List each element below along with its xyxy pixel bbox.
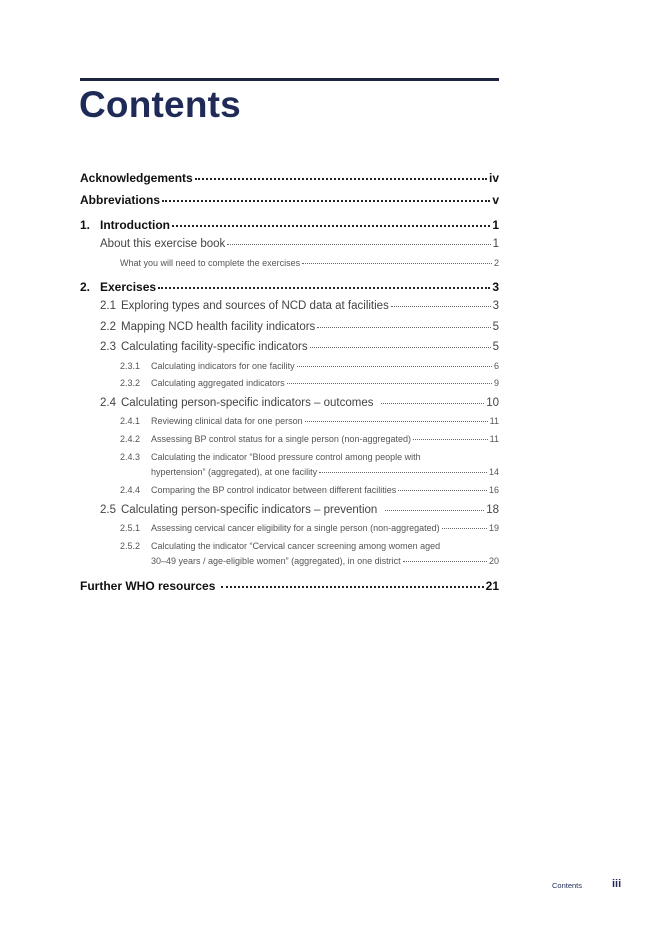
dot-leader [319, 472, 487, 473]
toc-page: 14 [488, 467, 499, 477]
toc-page: 3 [492, 280, 499, 294]
dot-leader [413, 439, 488, 440]
toc-number: 2.4.1 [120, 416, 141, 426]
toc-label: Further WHO resources [80, 579, 216, 593]
title-rule [80, 78, 499, 81]
toc-entry-2-1[interactable] [100, 300, 499, 312]
toc-number: 2.5 [100, 504, 116, 516]
toc-page: 19 [488, 523, 499, 533]
toc-label: What you will need to complete the exercises [120, 258, 301, 268]
toc-number: 2.4 [100, 397, 116, 409]
toc-page: 10 [486, 397, 499, 409]
dot-leader [302, 263, 492, 264]
page-title: Contents [79, 84, 241, 125]
toc-label: Introduction [100, 218, 170, 232]
toc-label: Acknowledgements [80, 171, 193, 185]
toc-number: 2.1 [100, 300, 116, 312]
toc-label: Comparing the BP control indicator between different facilities [151, 485, 397, 495]
toc-page: 1 [492, 238, 499, 250]
toc-page: 21 [485, 579, 499, 593]
dot-leader [385, 510, 484, 511]
toc-number: 2.3.2 [120, 378, 141, 388]
dot-leader [297, 366, 492, 367]
toc-page: 20 [488, 556, 499, 566]
toc-page: 2 [493, 258, 499, 268]
toc-entry-introduction[interactable] [80, 218, 499, 232]
toc-page: 18 [486, 504, 499, 516]
toc-entry-2-5-2-cont[interactable] [151, 556, 499, 566]
toc-page: 16 [488, 485, 499, 495]
toc-entry-about[interactable] [100, 238, 499, 250]
toc-number: 2.5.2 [120, 541, 141, 551]
toc-entry-abbreviations[interactable] [80, 193, 499, 207]
toc-page: 5 [492, 341, 499, 353]
toc-number: 2.4.2 [120, 434, 141, 444]
dot-leader [172, 225, 490, 227]
toc-number: 2.3 [100, 341, 116, 353]
toc-page: v [492, 193, 499, 207]
dot-leader [158, 287, 490, 289]
toc-label: Exploring types and sources of NCD data at facilities [121, 300, 389, 312]
toc-entry-2-4-3-cont[interactable] [151, 467, 499, 477]
toc-page: 5 [492, 321, 499, 333]
toc-page: 3 [492, 300, 499, 312]
toc-number: 2.4.3 [120, 452, 141, 462]
dot-leader [227, 244, 490, 245]
dot-leader [381, 403, 484, 404]
toc-label: Calculating aggregated indicators [151, 378, 285, 388]
toc-entry-2-4[interactable] [100, 397, 499, 409]
toc-label: Calculating person-specific indicators – outcomes [121, 397, 374, 409]
toc-entry-2-4-4[interactable] [120, 485, 499, 495]
toc-entry-2-5-1[interactable] [120, 523, 499, 533]
dot-leader [398, 490, 487, 491]
toc-page: 9 [493, 378, 499, 388]
toc-page: 1 [492, 218, 499, 232]
toc-entry-2-5[interactable] [100, 504, 499, 516]
toc-number: 2.4.4 [120, 485, 141, 495]
dot-leader [317, 327, 490, 328]
toc-number: 2. [80, 280, 91, 294]
footer-section-label: Contents [552, 881, 583, 890]
toc-entry-2-2[interactable] [100, 321, 499, 333]
toc-label: Assessing BP control status for a single person (non-aggregated) [151, 434, 411, 444]
toc-number: 2.3.1 [120, 361, 141, 371]
toc-label-line2: 30–49 years / age-eligible women” (aggregated), in one district [151, 556, 401, 566]
toc-page: 11 [489, 416, 499, 426]
toc-label: Assessing cervical cancer eligibility for a single person (non-aggregated) [151, 523, 440, 533]
toc-label-line1: Calculating the indicator “Cervical cancer screening among women aged [151, 541, 441, 551]
toc-number: 2.2 [100, 321, 116, 333]
toc-label: Abbreviations [80, 193, 161, 207]
toc-page: 6 [493, 361, 499, 371]
toc-label: About this exercise book [100, 238, 226, 250]
toc-entry-exercises[interactable] [80, 280, 499, 294]
toc-entry-acknowledgements[interactable] [80, 171, 499, 185]
toc-label: Reviewing clinical data for one person [151, 416, 303, 426]
dot-leader [221, 586, 483, 588]
toc-entry-further-resources[interactable] [80, 579, 499, 593]
dot-leader [305, 421, 488, 422]
toc-label: Mapping NCD health facility indicators [121, 321, 316, 333]
toc-label: Calculating person-specific indicators – prevention [121, 504, 378, 516]
toc-label: Calculating facility-specific indicators [121, 341, 308, 353]
toc-page: iv [488, 171, 499, 185]
toc-entry-2-3-1[interactable] [120, 361, 499, 371]
dot-leader [287, 383, 492, 384]
toc-label: Exercises [100, 280, 157, 294]
toc-number: 1. [80, 218, 91, 232]
dot-leader [162, 200, 490, 202]
toc-entry-2-5-2[interactable] [120, 541, 499, 551]
footer-page-number: iii [612, 878, 622, 890]
toc-entry-2-3[interactable] [100, 341, 499, 353]
toc-entry-2-3-2[interactable] [120, 378, 499, 388]
dot-leader [403, 561, 487, 562]
dot-leader [391, 306, 491, 307]
toc-number: 2.5.1 [120, 523, 141, 533]
dot-leader [310, 347, 491, 348]
toc-entry-2-4-1[interactable] [120, 416, 499, 426]
toc-label: Calculating indicators for one facility [151, 361, 295, 371]
toc-page: 11 [489, 434, 499, 444]
toc-entry-what-you-need[interactable] [120, 258, 499, 268]
dot-leader [195, 178, 487, 180]
toc-label-line2: hypertension” (aggregated), at one facility [151, 467, 318, 477]
toc-entry-2-4-3[interactable] [120, 452, 499, 462]
toc-label-line1: Calculating the indicator “Blood pressure control among people with [151, 452, 421, 462]
toc-entry-2-4-2[interactable] [120, 434, 499, 444]
dot-leader [442, 528, 487, 529]
